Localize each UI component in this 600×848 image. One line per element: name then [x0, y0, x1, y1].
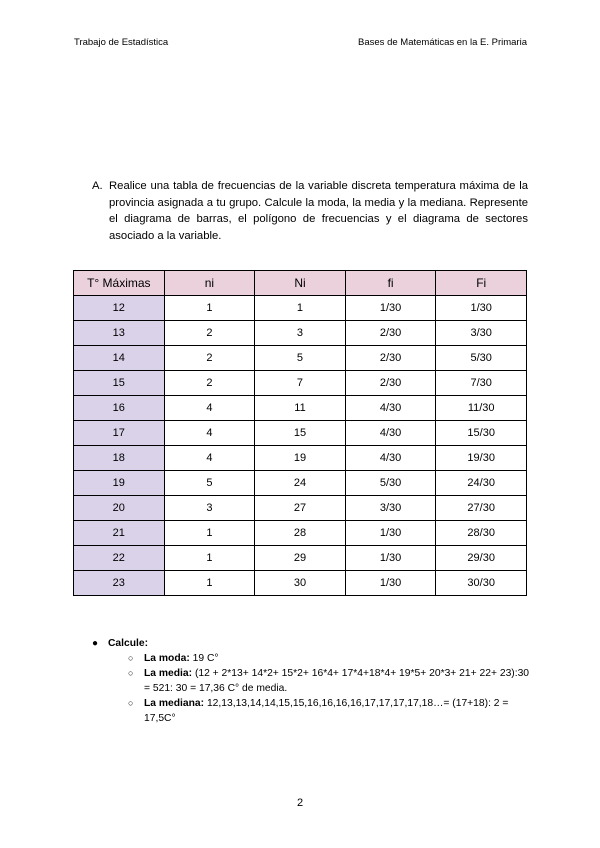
table-cell: 14 [74, 346, 165, 371]
table-cell: 15/30 [436, 421, 527, 446]
table-cell: 11 [255, 396, 346, 421]
table-cell: 11/30 [436, 396, 527, 421]
header-cell: fi [345, 271, 436, 296]
question-text: Realice una tabla de frecuencias de la variable discreta temperatura máxima de la provincia asignada a tu grupo. Calcule la moda, la media y la mediana. Represente el diagrama de barras, el polígono de frecuencias y el diagrama de sectores asociado a la variable. [109, 180, 528, 242]
table-cell: 24/30 [436, 471, 527, 496]
media-item [128, 666, 532, 696]
table-cell: 30/30 [436, 571, 527, 596]
table-row [74, 371, 527, 396]
circle-bullet-icon: ○ [128, 698, 134, 708]
question-a [92, 178, 528, 244]
table-cell: 12 [74, 296, 165, 321]
table-cell: 7 [255, 371, 346, 396]
table-cell: 3 [164, 496, 255, 521]
table-cell: 1 [164, 296, 255, 321]
table-cell: 2 [164, 321, 255, 346]
table-row [74, 571, 527, 596]
table-cell: 2 [164, 346, 255, 371]
table-cell: 4 [164, 446, 255, 471]
table-cell: 1 [255, 296, 346, 321]
mediana-value: 12,13,13,14,14,15,15,16,16,16,16,17,17,17,17,18…= (17+18): 2 = 17,5C° [144, 698, 509, 724]
page-number: 2 [296, 797, 304, 809]
calcule-item [92, 636, 532, 651]
table-cell: 1/30 [345, 521, 436, 546]
table-row [74, 446, 527, 471]
header-cell: Fi [436, 271, 527, 296]
table-cell: 27/30 [436, 496, 527, 521]
table-body [74, 296, 527, 596]
table-cell: 2/30 [345, 346, 436, 371]
table-cell: 3 [255, 321, 346, 346]
table-cell: 15 [74, 371, 165, 396]
media-label: La media: [144, 668, 193, 679]
table-cell: 28/30 [436, 521, 527, 546]
table-cell: 5 [164, 471, 255, 496]
table-cell: 13 [74, 321, 165, 346]
table-cell: 21 [74, 521, 165, 546]
table-row [74, 421, 527, 446]
table-header-row [74, 271, 527, 296]
header-right-title: Bases de Matemáticas en la E. Primaria [358, 37, 527, 48]
table-cell: 2 [164, 371, 255, 396]
table-cell: 2/30 [345, 321, 436, 346]
table-cell: 16 [74, 396, 165, 421]
table-row [74, 321, 527, 346]
table-cell: 7/30 [436, 371, 527, 396]
table-cell: 1/30 [345, 571, 436, 596]
table-cell: 29/30 [436, 546, 527, 571]
table-cell: 3/30 [436, 321, 527, 346]
circle-bullet-icon: ○ [128, 668, 134, 678]
table-cell: 4 [164, 396, 255, 421]
header-cell: Ni [255, 271, 346, 296]
table-cell: 24 [255, 471, 346, 496]
table-cell: 4/30 [345, 421, 436, 446]
table-row [74, 521, 527, 546]
table-row [74, 546, 527, 571]
moda-item [128, 651, 532, 666]
table-cell: 19 [255, 446, 346, 471]
table-cell: 1/30 [345, 546, 436, 571]
table-cell: 5/30 [345, 471, 436, 496]
table-cell: 22 [74, 546, 165, 571]
bullet-icon: ● [92, 638, 99, 649]
mediana-item [128, 696, 532, 726]
table-row [74, 471, 527, 496]
table-cell: 5 [255, 346, 346, 371]
table-cell: 30 [255, 571, 346, 596]
table-row [74, 296, 527, 321]
calcule-title: Calcule: [108, 638, 149, 649]
table-cell: 27 [255, 496, 346, 521]
table-cell: 18 [74, 446, 165, 471]
table-cell: 4/30 [345, 396, 436, 421]
table-cell: 19/30 [436, 446, 527, 471]
table-cell: 20 [74, 496, 165, 521]
table-cell: 23 [74, 571, 165, 596]
table-cell: 1 [164, 571, 255, 596]
media-value: (12 + 2*13+ 14*2+ 15*2+ 16*4+ 17*4+18*4+ 19*5+ 20*3+ 21+ 22+ 23):30 = 521: 30 = 17,36 C° de media. [144, 668, 530, 694]
table-cell: 15 [255, 421, 346, 446]
table-cell: 28 [255, 521, 346, 546]
table-cell: 19 [74, 471, 165, 496]
table-row [74, 396, 527, 421]
table-cell: 29 [255, 546, 346, 571]
table-cell: 2/30 [345, 371, 436, 396]
header-left-title: Trabajo de Estadística [74, 37, 169, 48]
table-cell: 5/30 [436, 346, 527, 371]
circle-bullet-icon: ○ [128, 653, 134, 663]
table-cell: 1/30 [345, 296, 436, 321]
moda-label: La moda: [144, 653, 190, 664]
table-cell: 17 [74, 421, 165, 446]
table-cell: 1 [164, 521, 255, 546]
frequency-table [73, 270, 527, 596]
table-row [74, 496, 527, 521]
header-cell: T° Máximas [74, 271, 165, 296]
table-cell: 4/30 [345, 446, 436, 471]
calculations-section [92, 636, 532, 726]
table-cell: 1/30 [436, 296, 527, 321]
table-cell: 4 [164, 421, 255, 446]
question-marker: A. [92, 180, 103, 192]
table-cell: 3/30 [345, 496, 436, 521]
header-cell: ni [164, 271, 255, 296]
mediana-label: La mediana: [144, 698, 205, 709]
table-row [74, 346, 527, 371]
table-cell: 1 [164, 546, 255, 571]
moda-value: 19 C° [189, 653, 219, 664]
